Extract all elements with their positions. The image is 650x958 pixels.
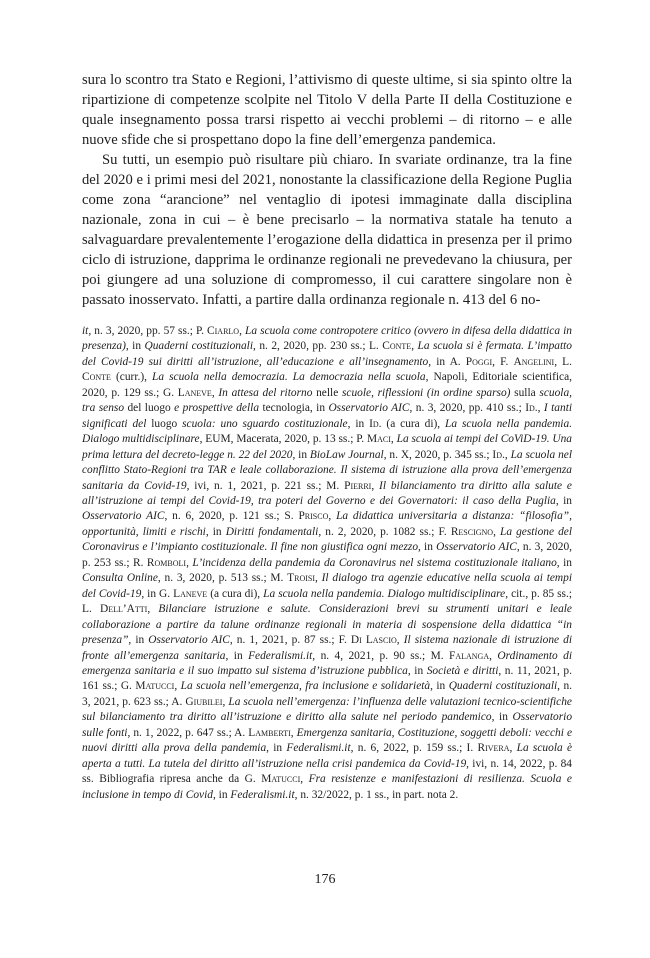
footnote-author-name: Matucci — [135, 680, 175, 693]
footnote-italic-run: Federalismi.it — [248, 649, 313, 662]
footnote-run: , in — [418, 541, 437, 554]
footnote-italic-run: it — [82, 325, 89, 337]
footnote-italic-run: La scuola nella democrazia. La democrazia nella scuola — [152, 371, 426, 384]
footnote-author-name: Laneve — [173, 587, 208, 600]
footnote-run: , — [537, 402, 544, 415]
footnote-run: , — [290, 726, 297, 739]
footnote-run: , n. 3, 2021, p. 623 ss.; A. — [82, 680, 572, 708]
footnote-author-name: Id. — [369, 417, 382, 430]
footnote-run: , in — [292, 448, 310, 461]
footnote-italic-run: BioLaw Journal — [309, 448, 384, 461]
footnote-author-name: Rescigno — [450, 525, 494, 538]
footnote-italic-run: Quaderni costituzionali — [448, 680, 558, 693]
footnote-author-name: Rivera — [477, 742, 510, 755]
footnote-run: , L. — [554, 355, 572, 368]
footnote-run: (a cura di), — [207, 587, 264, 600]
footnote-author-name: Prisco — [298, 510, 329, 523]
footnote-run: , n. 6, 2022, p. 159 ss.; I. — [350, 742, 478, 755]
footnote-run: , n. 1, 2022, p. 647 ss.; A. — [127, 726, 249, 739]
footnote-run: , in — [491, 711, 513, 724]
footnote-italic-run: La gestione del Coronavirus e l’impianto costituzionale. Il fine non giustifica ogni mezzo — [82, 525, 572, 554]
footnote-author-name: Falanga — [449, 649, 490, 662]
footnote-run: , ivi, n. 1, 2021, p. 221 ss.; M. — [186, 479, 345, 492]
footnote-italic-run: Osservatorio AIC — [328, 402, 410, 415]
footnote-run: , — [211, 386, 219, 399]
footnote-run: , cit., p. 85 ss.; L. — [82, 587, 572, 616]
footnote-italic-run: Federalismi.it — [286, 742, 351, 755]
footnote-text — [82, 324, 572, 803]
footnote-italic-run: scuole, riflessioni (in ordine sparso) — [341, 386, 511, 399]
footnote-run: , n. 2, 2020, pp. 230 ss.; L. — [253, 340, 383, 353]
footnote-run: , — [390, 433, 397, 446]
footnote-author-name: Id. — [492, 448, 505, 461]
footnote-run: , in — [266, 742, 287, 755]
footnote-italic-run: Osservatorio AIC — [148, 634, 230, 647]
footnote-run: del luogo — [124, 402, 175, 415]
footnote-italic-run: Il bilanciamento tra diritto alla salute e all’istruzione ai tempi del Covid-19, tra poteri del Governo e dei Governatori: il caso della Puglia — [82, 479, 572, 507]
footnote-run: , — [222, 695, 229, 708]
footnote-run: , EUM, Macerata, 2020, p. 13 ss.; P. — [199, 433, 367, 446]
footnote-run: , — [300, 773, 309, 786]
footnote-italic-run: La scuola come contropotere critico (ovvero in difesa della didattica in presenza) — [82, 325, 572, 353]
footnote-run: , — [396, 634, 404, 647]
footnote-run: sulla — [510, 386, 540, 399]
footnote-italic-run: Società e diritti — [426, 664, 499, 677]
footnote-italic-run: La scuola nella pandemia. Dialogo multidisciplinare — [82, 417, 573, 446]
footnote-italic-run: Federalismi.it — [230, 788, 295, 801]
footnote-italic-run: Osservatorio AIC — [82, 510, 165, 523]
footnote-author-name: Giubilei — [185, 695, 223, 708]
footnote-run: , n. 11, 2021, p. 161 ss.; G. — [82, 664, 572, 693]
footnote-italic-run: La scuola si è fermata. L’impatto del Covid-19 sui diritti all’istruzione, all’educazione e all’insegnamento — [82, 340, 572, 368]
footnote-italic-run: Consulta Online — [82, 572, 158, 585]
footnote-run: , — [239, 325, 246, 337]
footnote-run: , in — [407, 664, 427, 677]
footnote-run: , — [371, 479, 380, 492]
footnote-italic-run: Osservatorio sulle fonti — [82, 711, 573, 739]
footnote-run: , in — [225, 649, 249, 662]
footnote-author-name: Romboli — [146, 556, 187, 569]
footnote-run: , Napoli, Editoriale scientifica, 2020, p. 129 ss.; G. — [82, 371, 573, 399]
footnote-italic-run: Bilanciare istruzione e salute. Considerazioni brevi su strumenti unitari e leale collaborazione a partire da talune ordinanze regionali in materia di sospensione della didattica “in presenza” — [82, 603, 572, 647]
footnote-author-name: Troisi — [287, 572, 316, 585]
footnote-author-name: Di Lascio — [350, 634, 397, 647]
footnote-author-name: Conte — [82, 371, 111, 384]
footnote-run: , in — [555, 494, 573, 507]
footnote-run: , — [489, 649, 498, 662]
footnote-run: , ivi, n. 14, 2022, p. 84 ss. Bibliografia ripresa anche da G. — [82, 757, 572, 786]
footnote-run: , n. 3, 2020, p. 513 ss.; M. — [157, 572, 288, 585]
footnote-author-name: Conte — [382, 340, 412, 353]
footnote-block — [82, 324, 572, 803]
footnote-run: , in G. — [141, 587, 174, 600]
footnote-run: , n. 2, 2020, p. 1082 ss.; F. — [318, 525, 451, 538]
footnote-run: , — [504, 448, 511, 461]
footnote-italic-run: e prospettive della — [174, 402, 260, 415]
footnote-run: , in — [347, 417, 370, 430]
footnote-run: luogo — [146, 417, 183, 430]
footnote-italic-run: La scuola nel conflitto Stato-Regioni tra TAR e leale collaborazione. Il sistema di istruzione alla prova dell’emergenza sanitaria da Covid-19 — [82, 448, 573, 492]
footnote-run: , — [493, 525, 500, 538]
paragraph: Su tutti, un esempio può risultare più chiaro. In svariate ordinanze, tra la fine del 2020 e i primi mesi del 2021, nonostante la classificazione della Regione Puglia come zona “arancione” nel ventaglio di ipotesi immaginate dalla disciplina nazionale, zona in cui – è bene precisarlo – la normativa statale ha tenuto a salvaguardare prevalentemente l’erogazione della didattica in presenza per il primo ciclo di istruzione, dapprima le ordinanze regionali ne prevedevano la chiusura, per poi giungere ad una soluzione di compromesso, il cui carattere singolare non è passato inosservato. Infatti, a partire dalla ordinanza regionale n. 413 del 6 no- — [82, 152, 572, 308]
footnote-run: , n. 3, 2020, p. 253 ss.; R. — [82, 541, 572, 569]
footnote-author-name: Id. — [525, 402, 538, 415]
footnote-run: tecnologia, in — [259, 402, 329, 415]
footnote-italic-run: I tanti significati del — [82, 402, 573, 430]
footnote-italic-run: La scuola nella pandemia. Dialogo multidisciplinare — [263, 587, 506, 600]
footnote-run: , in A. — [428, 355, 466, 368]
page-number: 176 — [314, 872, 336, 887]
footnote-run: , in — [212, 788, 231, 801]
footnote-italic-run: La scuola è aperta a tutti. La tutela del diritto all’istruzione nella crisi pandemica da Covid-19 — [82, 742, 572, 770]
footnote-italic-run: La scuola nell’emergenza, fra inclusione e solidarietà — [180, 680, 431, 693]
footnote-italic-run: scuola: uno sguardo costituzionale — [182, 417, 348, 430]
footnote-italic-run: Emergenza sanitaria, Costituzione, soggetti deboli: vecchi e nuovi diritti alla prova della pandemia — [82, 726, 573, 755]
body-text — [82, 70, 572, 310]
footnote-run: , F. — [492, 355, 514, 368]
footnote-italic-run: La didattica universitaria a distanza: “filosofia”, opportunità, limiti e rischi — [82, 510, 572, 538]
footnote-italic-run: L’incidenza della pandemia da Coronavirus nel sistema costituzionale italiano — [192, 556, 557, 569]
footnote-italic-run: scuola, tra senso — [82, 386, 572, 415]
footnote-italic-run: Fra resistenze e manifestazioni di resilienza. Scuola e inclusione in tempo di Covid — [82, 773, 572, 801]
footnote-run: (curr.), — [110, 371, 153, 384]
footnote-author-name: Ciarlo — [207, 325, 240, 337]
footnote-run: , — [411, 340, 418, 353]
footnote-run: , n. 32/2022, p. 1 ss., in part. nota 2. — [294, 788, 459, 801]
footnote-run: , in — [556, 556, 572, 569]
footnote-italic-run: Osservatorio AIC — [436, 541, 517, 554]
footnote-run: , n. X, 2020, p. 345 ss.; — [383, 448, 493, 461]
footnote-author-name: Maci — [367, 433, 391, 446]
footnote-run: , n. 3, 2020, pp. 410 ss.; — [409, 402, 526, 415]
footnote-run: , — [328, 510, 337, 523]
footnote-italic-run: La scuola nell’emergenza: l’influenza delle valutazioni tecnico-scientifiche sul bilanciamento tra diritto all’istruzione e diritto alla salute nel periodo pandemico — [82, 695, 572, 724]
footnote-run: , — [509, 742, 517, 755]
footnote-run: , — [147, 603, 159, 616]
footnote-italic-run: Diritti fondamentali — [225, 525, 319, 538]
footnote-run: , in — [205, 525, 226, 538]
footnote-run: , n. 1, 2021, p. 87 ss.; F. — [229, 634, 351, 647]
footnote-author-name: Poggi — [465, 355, 493, 368]
footnote-run: nelle — [312, 386, 342, 399]
footnote-run: , in — [125, 340, 145, 353]
footnote-author-name: Matucci — [261, 773, 301, 786]
footnote-italic-run: Il sistema nazionale di istruzione di fronte all’emergenza sanitaria — [82, 634, 572, 662]
footnote-author-name: Angelini — [513, 355, 555, 368]
footnote-run: , — [315, 572, 322, 585]
footnote-author-name: Laneve — [177, 386, 212, 399]
footnote-italic-run: Quaderni costituzionali — [144, 340, 254, 353]
footnote-author-name: Pierri — [344, 479, 372, 492]
footnote-run: (a cura di), — [381, 417, 446, 430]
footnote-author-name: Dell’Atti — [100, 603, 148, 616]
footnote-italic-run: La scuola ai tempi del CoViD-19. Una prima lettura del decreto-legge n. 22 del 2020 — [82, 433, 573, 461]
footnote-run: , in — [430, 680, 449, 693]
paragraph: sura lo scontro tra Stato e Regioni, l’attivismo di queste ultime, si sia spinto oltre la ripartizione di competenze scolpite nel Titolo V della Parte II della Costituzione e quale insegnamento possa trarsi rispetto ai vecchi problemi – di ritorno – e alle nuove sfide che si prospettano dopo la fine dell’emergenza pandemica. — [82, 72, 572, 148]
footnote-italic-run: In attesa del ritorno — [218, 386, 313, 399]
footnote-author-name: Lamberti — [248, 726, 291, 739]
footnote-run: , in — [128, 634, 149, 647]
footnote-run: , n. 4, 2021, p. 90 ss.; M. — [312, 649, 449, 662]
footnote-run: , n. 3, 2020, pp. 57 ss.; P. — [88, 325, 208, 337]
footnote-run: , n. 6, 2020, p. 121 ss.; S. — [164, 510, 299, 523]
footnote-run: , — [186, 556, 193, 569]
footnote-italic-run: Ordinamento di emergenza sanitaria e il suo impatto sul sistema d’istruzione pubblica — [82, 649, 572, 677]
footnote-run: , — [174, 680, 181, 693]
footnote-italic-run: Il dialogo tra agenzie educative nella scuola ai tempi del Covid-19 — [82, 572, 572, 600]
